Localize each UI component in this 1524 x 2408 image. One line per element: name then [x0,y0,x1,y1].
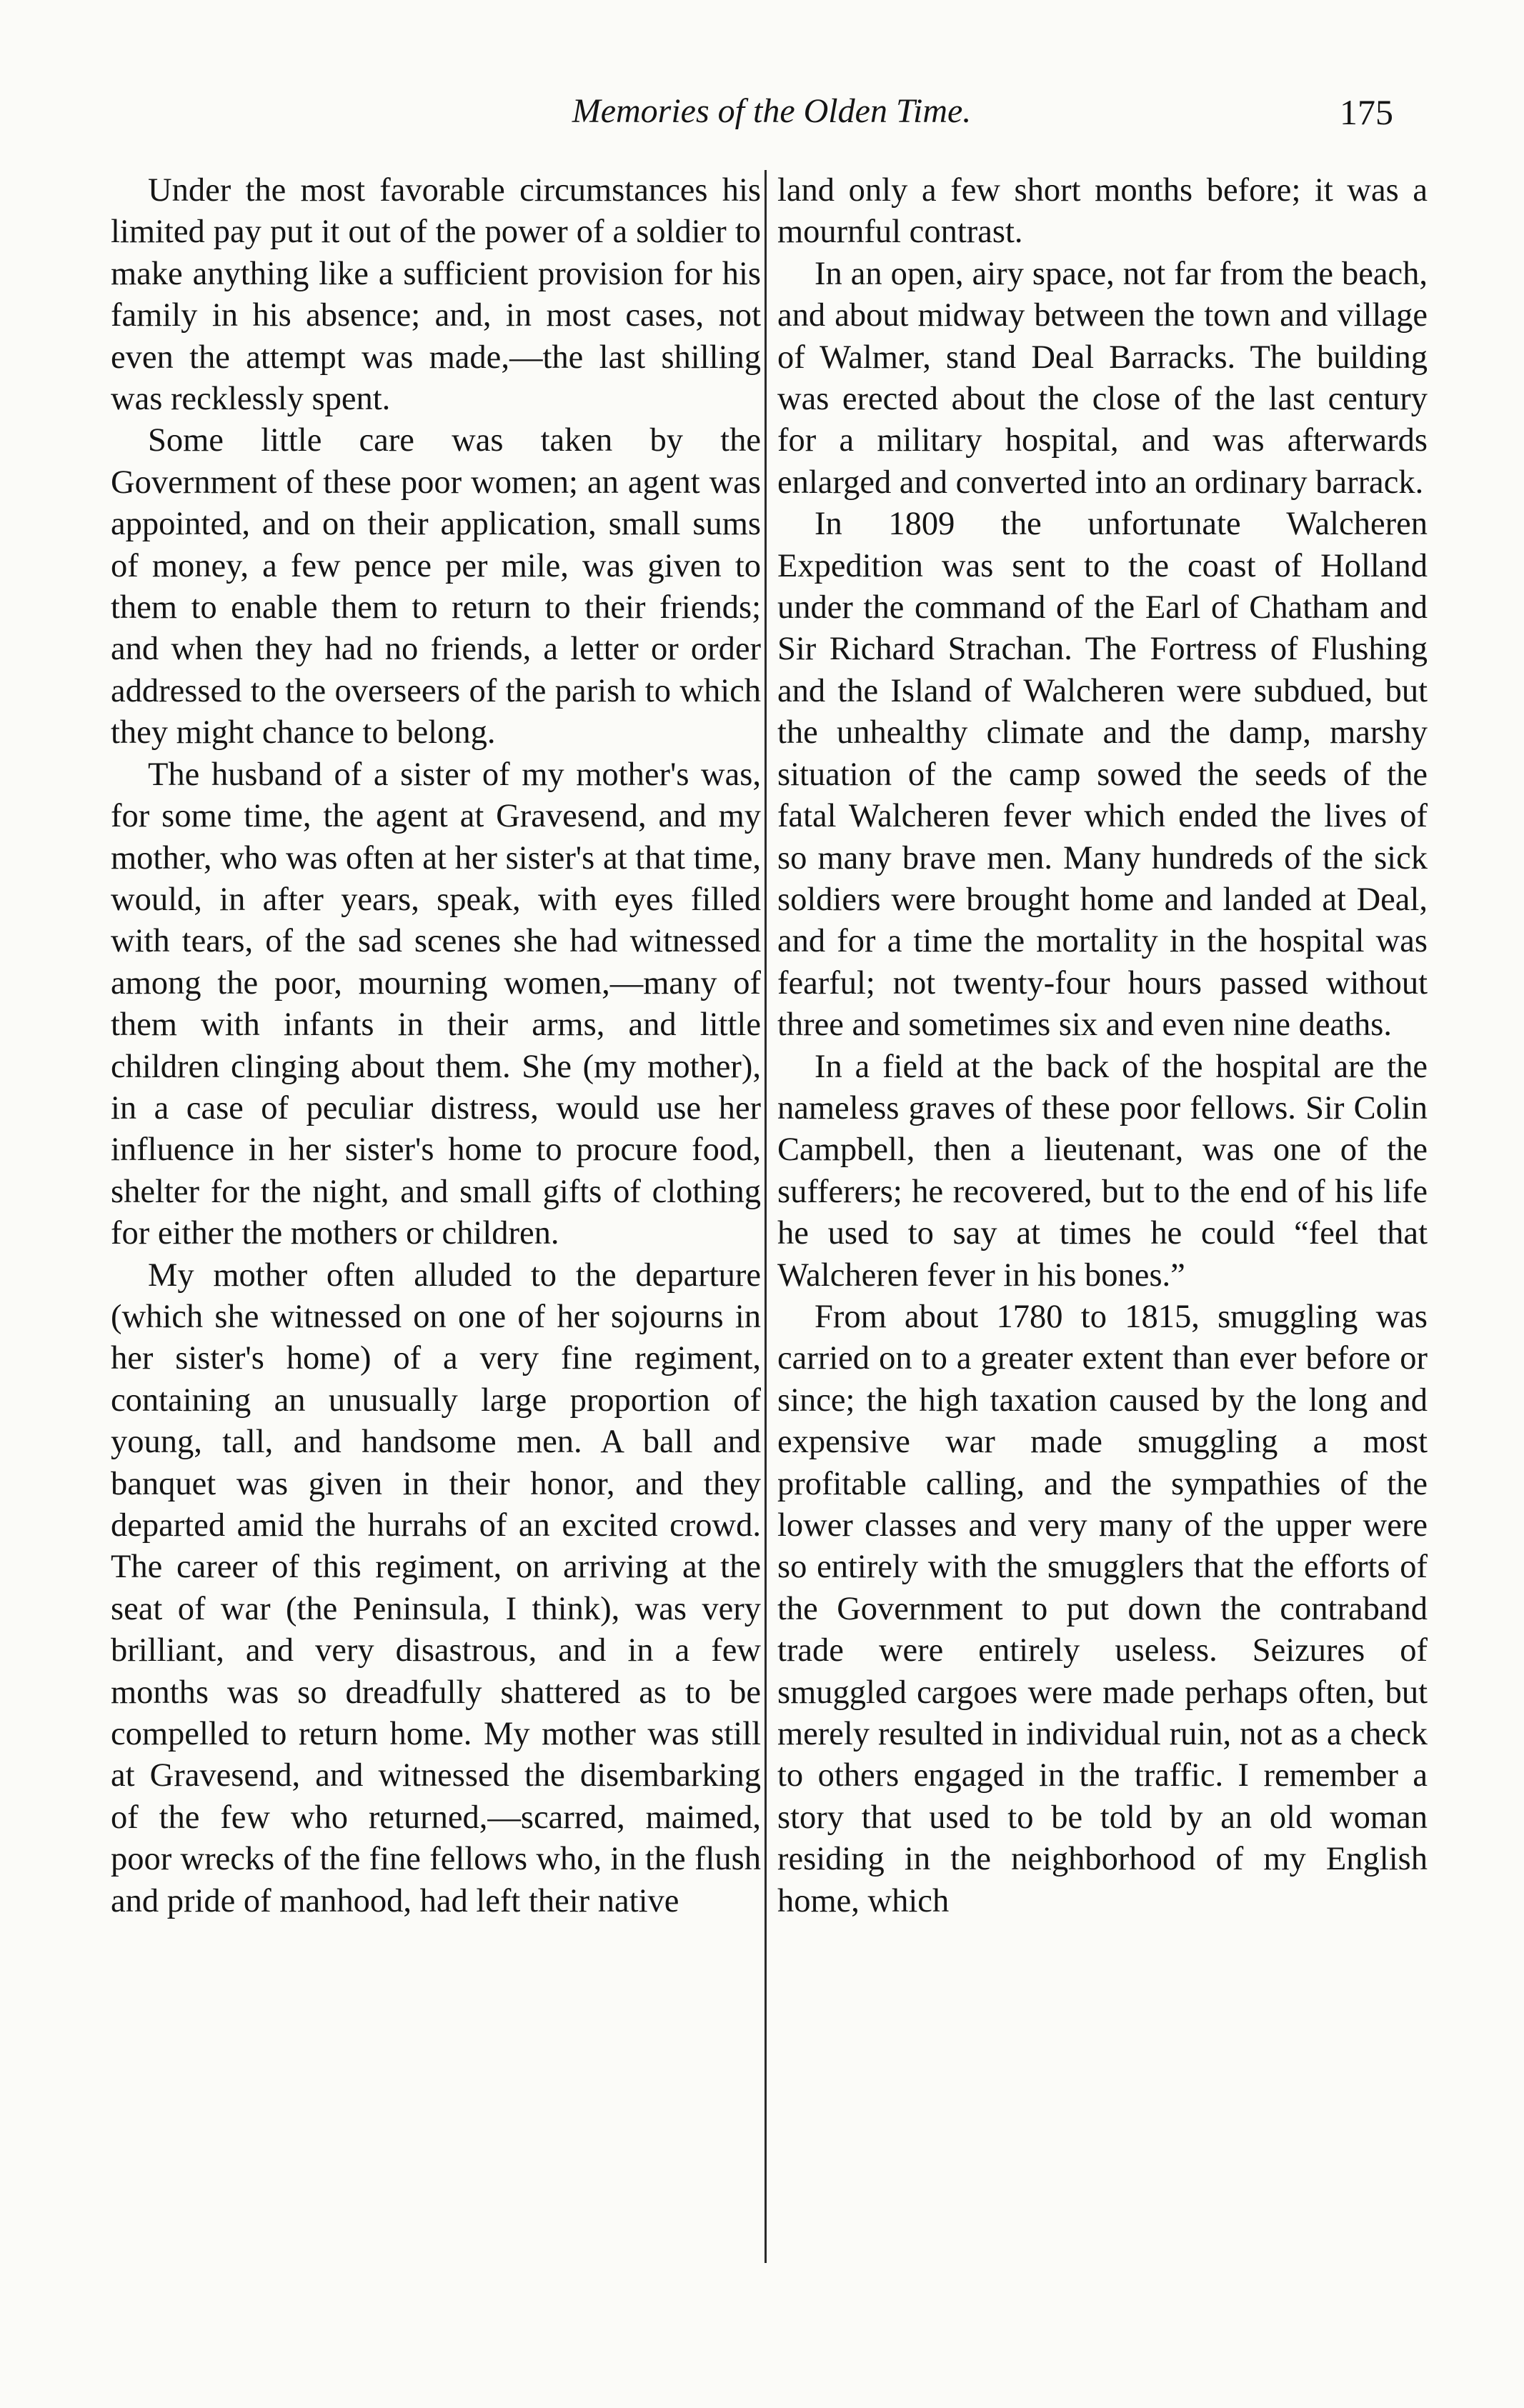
paragraph: Some little care was taken by the Government of these poor women; an agent was appointed, and on their application, small sums of money, a few pence per mile, was given to them to enable them to return to their friends; and when they had no friends, a letter or order addressed to the overseers of the parish to which they might chance to belong. [111,422,761,751]
paragraph-continuation: land only a few short months before; it was a mournful contrast. [777,172,1428,251]
paragraph: In 1809 the unfortunate Walcheren Expedition was sent to the coast of Holland under the command of the Earl of Chatham and Sir Richard Strachan. The Fortress of Flushing and the Island of Walcheren were subdued, but the unhealthy climate and the damp, marshy situation of the camp sowed the seeds of the fatal Walcheren fever which ended the lives of so many brave men. Many hundreds of the sick soldiers were brought home and landed at Deal, and for a time the mortality in the hospital was fearful; not twenty-four hours passed without three and sometimes six and even nine deaths. [777,506,1428,1044]
paragraph: In a field at the back of the hospital are the nameless graves of these poor fellows. Sir Colin Campbell, then a lieutenant, was one of the sufferers; he recovered, but to the end of his life he used to say at times he could “feel that Walcheren fever in his bones.” [777,1048,1428,1294]
running-title: Memories of the Olden Time. [572,92,972,130]
paragraph: In an open, airy space, not far from the beach, and about midway between the town and village of Walmer, stand Deal Barracks. The building was erected about the close of the last century for a military hospital, and was afterwards enlarged and converted into an ordinary barrack. [777,255,1428,501]
column-divider [765,170,767,2263]
paragraph: Under the most favorable circumstances his limited pay put it out of the power of a soldier to make anything like a sufficient provision for his family in his absence; and, in most cases, not even the attempt was made,—the last shilling was recklessly spent. [111,172,761,418]
paragraph: The husband of a sister of my mother's was, for some time, the agent at Gravesend, and my mother, who was often at her sister's at that time, would, in after years, speak, with eyes filled with tears, of the sad scenes she had witnessed among the poor, mourning women,—many of them with infants in their arms, and little children clinging about them. She (my mother), in a case of peculiar distress, would use her influence in her sister's home to procure food, shelter for the night, and small gifts of clothing for either the mothers or children. [111,756,761,1252]
page-number: 175 [1340,92,1393,132]
left-column [111,170,761,1922]
paragraph: From about 1780 to 1815, smuggling was carried on to a greater extent than ever before or since; the high taxation caused by the long and expensive war made smuggling a most profitable calling, and the sympathies of the lower classes and very many of the upper were so entirely with the smugglers that the efforts of the Government to put down the contraband trade were entirely useless. Seizures of smuggled cargoes were made perhaps often, but merely resulted in individual ruin, not as a check to others engaged in the traffic. I remember a story that used to be told by an old woman residing in the neighborhood of my English home, which [777,1298,1428,1919]
paragraph: My mother often alluded to the departure (which she witnessed on one of her sojourns in her sister's home) of a very fine regiment, containing an unusually large proportion of young, tall, and handsome men. A ball and banquet was given in their honor, and they departed amid the hurrahs of an excited crowd. The career of this regiment, on arriving at the seat of war (the Peninsula, I think), was very brilliant, and very disastrous, and in a few months was so dreadfully shattered as to be compelled to return home. My mother was still at Gravesend, and witnessed the disembarking of the few who returned,—scarred, maimed, poor wrecks of the fine fellows who, in the flush and pride of manhood, had left their native [111,1257,761,1919]
right-column [777,170,1428,1922]
